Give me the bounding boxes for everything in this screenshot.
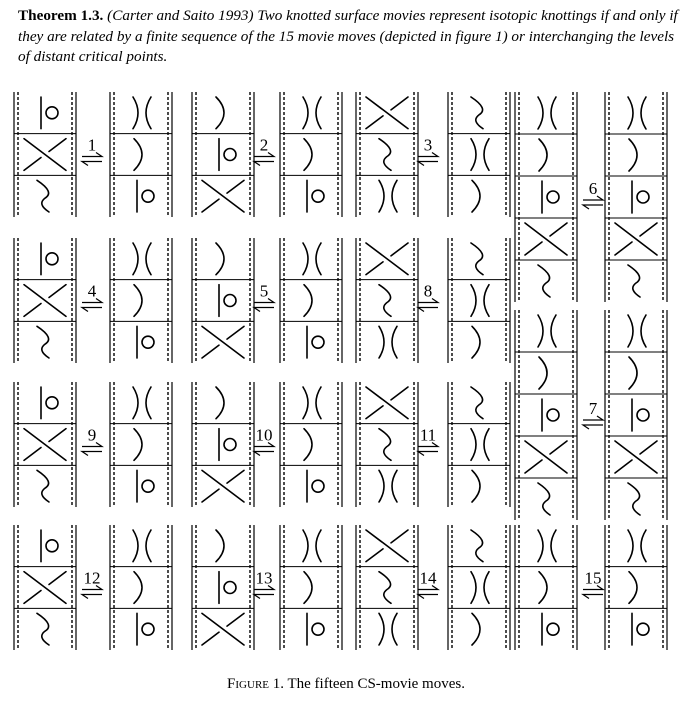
film-strip-right (448, 92, 510, 217)
movie-frame (379, 613, 397, 645)
move-arrow (418, 569, 438, 599)
film-strip-right (280, 525, 342, 650)
move-arrow (418, 282, 438, 312)
movie-frame (24, 285, 66, 317)
movie-frame (525, 223, 567, 255)
movie-frame (471, 285, 489, 317)
film-strip-left (356, 92, 418, 217)
movie-frame (538, 97, 556, 129)
movie-frame (37, 613, 49, 645)
move-arrow (254, 136, 274, 166)
movie-frame (538, 265, 550, 297)
movie-frame (379, 470, 397, 502)
movie-frame (304, 139, 312, 171)
move-arrow (82, 569, 102, 599)
movie-frame (202, 180, 244, 212)
movie-frame (41, 97, 58, 129)
movie-frame (471, 530, 483, 562)
movie-frame (37, 326, 49, 358)
film-strip-right (110, 525, 172, 650)
movie-frame (366, 387, 408, 419)
movie-frame (134, 429, 142, 461)
movie-frame (379, 572, 391, 604)
movie-frame (539, 357, 547, 389)
movie-frame (202, 470, 244, 502)
move-number: 7 (588, 399, 598, 418)
move-number: 15 (584, 568, 602, 588)
move-number: 6 (588, 179, 598, 198)
film-strip-left (14, 92, 76, 217)
movie-frame (304, 285, 312, 317)
movie-frame (379, 180, 397, 212)
movie-frame (133, 243, 151, 275)
move-arrow (583, 569, 603, 599)
movie-frame (219, 429, 236, 461)
caption-text: The fifteen CS-movie moves. (287, 676, 465, 692)
film-strip-left (192, 238, 254, 363)
move-number: 9 (87, 425, 97, 445)
movie-frame (134, 139, 142, 171)
theorem-text: (Carter and Saito 1993) Two knotted surface movies represent isotopic knottings if and only if they are related by a finite sequence of the 15 movie moves (depicted in figure 1) or interchanging the levels of distant critical points. (18, 7, 678, 65)
movie-frame (632, 399, 649, 431)
move-number: 11 (419, 425, 437, 445)
move-number: 1 (87, 135, 97, 155)
move-number: 14 (419, 568, 437, 588)
movie-frame (542, 181, 559, 213)
movie-frame (539, 139, 547, 171)
film-strip-left (14, 382, 76, 507)
movie-frame (472, 326, 480, 358)
movie-frame (379, 429, 391, 461)
movie-frame (307, 470, 324, 502)
movie-frame (379, 139, 391, 171)
movie-frame (471, 139, 489, 171)
move-number: 4 (87, 281, 97, 301)
movie-frame (538, 530, 556, 562)
movie-frame (471, 429, 489, 461)
movie-frame (366, 530, 408, 562)
movie-frame (133, 97, 151, 129)
movie-frame (628, 530, 646, 562)
movie-frame (216, 97, 224, 129)
move-number: 10 (255, 425, 273, 445)
movie-frame (137, 326, 154, 358)
film-strip-right (110, 238, 172, 363)
move-arrow (254, 569, 274, 599)
movie-frame (632, 181, 649, 213)
movie-frame (472, 613, 480, 645)
movie-frame (632, 613, 649, 645)
movie-frame (303, 387, 321, 419)
movie-frame (628, 265, 640, 297)
movie-frame (525, 441, 567, 473)
film-strip-right (110, 92, 172, 217)
theorem-label: Theorem 1.3. (18, 7, 104, 24)
movie-frame (629, 139, 637, 171)
film-strip-right (448, 382, 510, 507)
film-strip-left (356, 525, 418, 650)
move-arrow (583, 179, 603, 209)
movie-frame (304, 572, 312, 604)
movie-frame (628, 483, 640, 515)
movie-frame (538, 315, 556, 347)
film-strip-left (14, 238, 76, 363)
movie-frame (539, 572, 547, 604)
figure-caption (0, 676, 692, 693)
movie-frame (303, 530, 321, 562)
film-strip-left (356, 238, 418, 363)
movie-frame (24, 572, 66, 604)
movie-frame (304, 429, 312, 461)
move-arrow (418, 136, 438, 166)
move-arrow (418, 426, 438, 456)
caption-label: Figure 1. (227, 676, 284, 692)
movie-frame (471, 97, 483, 129)
film-strip-left (14, 525, 76, 650)
move-arrow (254, 282, 274, 312)
film-strip-left (192, 382, 254, 507)
movie-frame (133, 530, 151, 562)
move-arrow (254, 426, 274, 456)
movie-frame (219, 285, 236, 317)
movie-frame (471, 387, 483, 419)
movie-frame (629, 572, 637, 604)
movie-frame (303, 97, 321, 129)
movie-frame (379, 326, 397, 358)
movie-frame (137, 470, 154, 502)
movie-frame (538, 483, 550, 515)
film-strip-left (515, 310, 577, 520)
movie-frame (37, 180, 49, 212)
film-strip-left (515, 525, 577, 650)
film-strip-left (515, 92, 577, 302)
movie-frame (366, 243, 408, 275)
movie-frame (216, 243, 224, 275)
move-arrow (82, 426, 102, 456)
move-number: 2 (259, 135, 269, 155)
movie-frame (216, 387, 224, 419)
movie-frame (615, 223, 657, 255)
movie-frame (202, 326, 244, 358)
movie-frame (628, 315, 646, 347)
move-arrow (583, 399, 603, 429)
film-strip-right (448, 525, 510, 650)
movie-frame (307, 180, 324, 212)
move-number: 13 (255, 568, 273, 588)
movie-frame (202, 613, 244, 645)
movie-frame (216, 530, 224, 562)
movie-frame (366, 97, 408, 129)
movie-frame (134, 572, 142, 604)
movie-frame (471, 243, 483, 275)
movie-frame (41, 387, 58, 419)
movie-frame (303, 243, 321, 275)
movie-frame (137, 613, 154, 645)
movie-frame (219, 572, 236, 604)
film-strip-right (605, 92, 667, 302)
movie-frame (307, 326, 324, 358)
film-strip-right (280, 382, 342, 507)
movie-frame (24, 429, 66, 461)
movie-frame (133, 387, 151, 419)
move-arrow (82, 282, 102, 312)
film-strip-right (605, 525, 667, 650)
film-strip-right (280, 92, 342, 217)
move-number: 3 (423, 135, 433, 155)
movie-frame (219, 139, 236, 171)
film-strip-right (280, 238, 342, 363)
movie-frame (37, 470, 49, 502)
movie-frame (379, 285, 391, 317)
movie-frame (137, 180, 154, 212)
film-strip-right (605, 310, 667, 520)
movie-frame (472, 180, 480, 212)
movie-frame (41, 243, 58, 275)
move-number: 5 (259, 281, 269, 301)
movie-frame (307, 613, 324, 645)
film-strip-right (110, 382, 172, 507)
movie-frame (628, 97, 646, 129)
movie-frame (629, 357, 637, 389)
movie-frame (615, 441, 657, 473)
movie-frame (134, 285, 142, 317)
move-number: 8 (423, 281, 433, 301)
movie-frame (542, 613, 559, 645)
movie-frame (24, 139, 66, 171)
film-strip-left (192, 92, 254, 217)
movie-frame (542, 399, 559, 431)
film-strip-left (192, 525, 254, 650)
movie-frame (471, 572, 489, 604)
move-number: 12 (83, 568, 101, 588)
movie-frame (472, 470, 480, 502)
movie-frame (41, 530, 58, 562)
film-strip-right (448, 238, 510, 363)
move-arrow (82, 136, 102, 166)
film-strip-left (356, 382, 418, 507)
